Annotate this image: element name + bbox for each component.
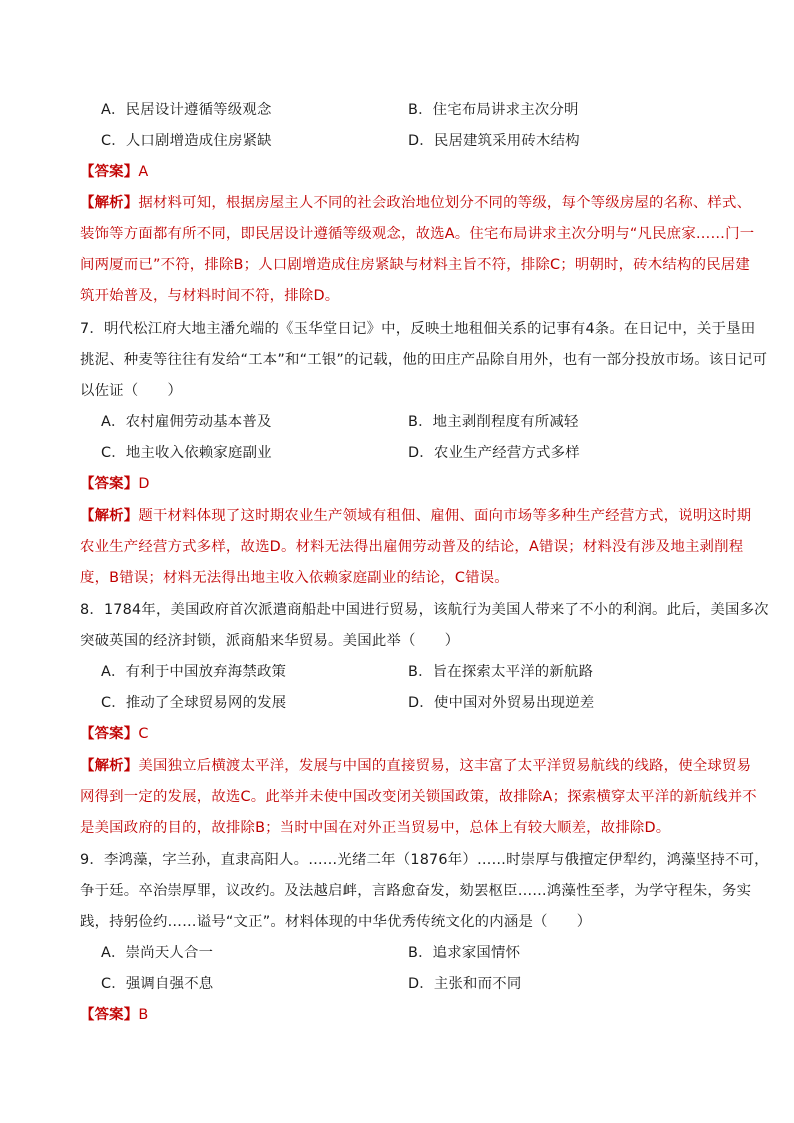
q9-stem: 争于廷。卒治崇厚罪，议改约。及法越启衅，言路愈奋发，劾罢枢臣……鸿藻性至孝，为学守程朱，务实 — [80, 883, 752, 899]
q9-option-b: B．追求家国情怀 — [408, 945, 521, 961]
q8-option-a: A．有利于中国放弃海禁政策 — [101, 664, 287, 680]
analysis-text: 间两厦而已”不符，排除B；人口剧增造成住房紧缺与材料主旨不符，排除C；明朝时，砖木结构的民居建 — [80, 257, 750, 273]
q9-stem: 9．李鸿藻，字兰孙，直隶高阳人。……光绪二年（1876年）……时崇厚与俄擅定伊犁约，鸿藻坚持不可， — [80, 852, 769, 868]
q6-option-a: A．民居设计遵循等级观念 — [101, 102, 272, 118]
q6-analysis-line — [80, 193, 752, 213]
analysis-text: 农业生产经营方式多样，故选D。材料无法得出雇佣劳动普及的结论，A错误；材料没有涉及地主剥削程 — [80, 539, 744, 555]
answer-value: D — [138, 476, 150, 492]
q7-option-d: D．农业生产经营方式多样 — [408, 445, 580, 461]
q7-option-b: B．地主剥削程度有所减轻 — [408, 414, 579, 430]
answer-value: B — [138, 1007, 149, 1023]
answer-value: A — [138, 164, 149, 180]
analysis-text: 是美国政府的目的，故排除B；当时中国在对外正当贸易中，总体上有较大顺差，故排除D。 — [80, 820, 671, 836]
q9-answer-line — [80, 1005, 720, 1025]
analysis-tag: 【解析】 — [80, 195, 139, 211]
q8-stem: 8．1784年，美国政府首次派遣商船赴中国进行贸易，该航行为美国人带来了不小的利润。此后，美国多次 — [80, 602, 769, 618]
q8-option-b: B．旨在探索太平洋的新航路 — [408, 664, 594, 680]
q6-option-d: D．民居建筑采用砖木结构 — [408, 133, 580, 149]
analysis-text: 装饰等方面都有所不同，即民居设计遵循等级观念，故选A。住宅布局讲求主次分明与“凡民庶家……门一 — [80, 226, 755, 242]
analysis-text: 据材料可知，根据房屋主人不同的社会政治地位划分不同的等级，每个等级房屋的名称、样式、 — [138, 195, 752, 211]
analysis-tag: 【解析】 — [80, 508, 139, 524]
q6-answer-line — [80, 162, 720, 182]
analysis-text: 美国独立后横渡太平洋，发展与中国的直接贸易，这丰富了太平洋贸易航线的线路，使全球贸易 — [138, 758, 752, 774]
q7-stem: 以佐证（ ） — [80, 383, 183, 399]
q9-option-a: A．崇尚天人合一 — [101, 945, 214, 961]
answer-value: C — [138, 726, 149, 742]
q8-stem: 突破英国的经济封锁，派商船来华贸易。美国此举（ ） — [80, 633, 460, 649]
q7-stem: 挑泥、种麦等往往有发给“工本”和“工银”的记载，他的田庄产品除自用外，也有一部分投放市场。该日记可 — [80, 352, 768, 368]
q7-option-c: C．地主收入依赖家庭副业 — [101, 445, 272, 461]
analysis-text: 题干材料体现了这时期农业生产领域有租佃、雇佣、面向市场等多种生产经营方式，说明这时期 — [138, 508, 752, 524]
answer-tag: 【答案】 — [80, 164, 139, 180]
q6-option-c: C．人口剧增造成住房紧缺 — [101, 133, 272, 149]
q6-option-b: B．住宅布局讲求主次分明 — [408, 102, 579, 118]
q9-option-d: D．主张和而不同 — [408, 976, 522, 992]
q8-answer-line — [80, 724, 720, 744]
q7-stem: 7．明代松江府大地主潘允端的《玉华堂日记》中，反映土地租佃关系的记事有4条。在日记中，关于垦田 — [80, 321, 756, 337]
analysis-text: 筑开始普及，与材料时间不符，排除D。 — [80, 288, 340, 304]
q8-option-c: C．推动了全球贸易网的发展 — [101, 695, 287, 711]
answer-tag: 【答案】 — [80, 1007, 139, 1023]
q8-analysis-line — [80, 756, 752, 776]
analysis-text: 度，B错误；材料无法得出地主收入依赖家庭副业的结论，C错误。 — [80, 570, 509, 586]
q9-option-c: C．强调自强不息 — [101, 976, 214, 992]
answer-tag: 【答案】 — [80, 726, 139, 742]
answer-tag: 【答案】 — [80, 476, 139, 492]
analysis-tag: 【解析】 — [80, 758, 139, 774]
q7-option-a: A．农村雇佣劳动基本普及 — [101, 414, 272, 430]
q7-analysis-line — [80, 506, 752, 526]
analysis-text: 网得到一定的发展，故选C。此举并未使中国改变闭关锁国政策，故排除A；探索横穿太平洋的新航线并不 — [80, 789, 757, 805]
q7-answer-line — [80, 474, 720, 494]
q9-stem: 践，持躬俭约……谥号“文正”。材料体现的中华优秀传统文化的内涵是（ ） — [80, 914, 592, 930]
q8-option-d: D．使中国对外贸易出现逆差 — [408, 695, 595, 711]
